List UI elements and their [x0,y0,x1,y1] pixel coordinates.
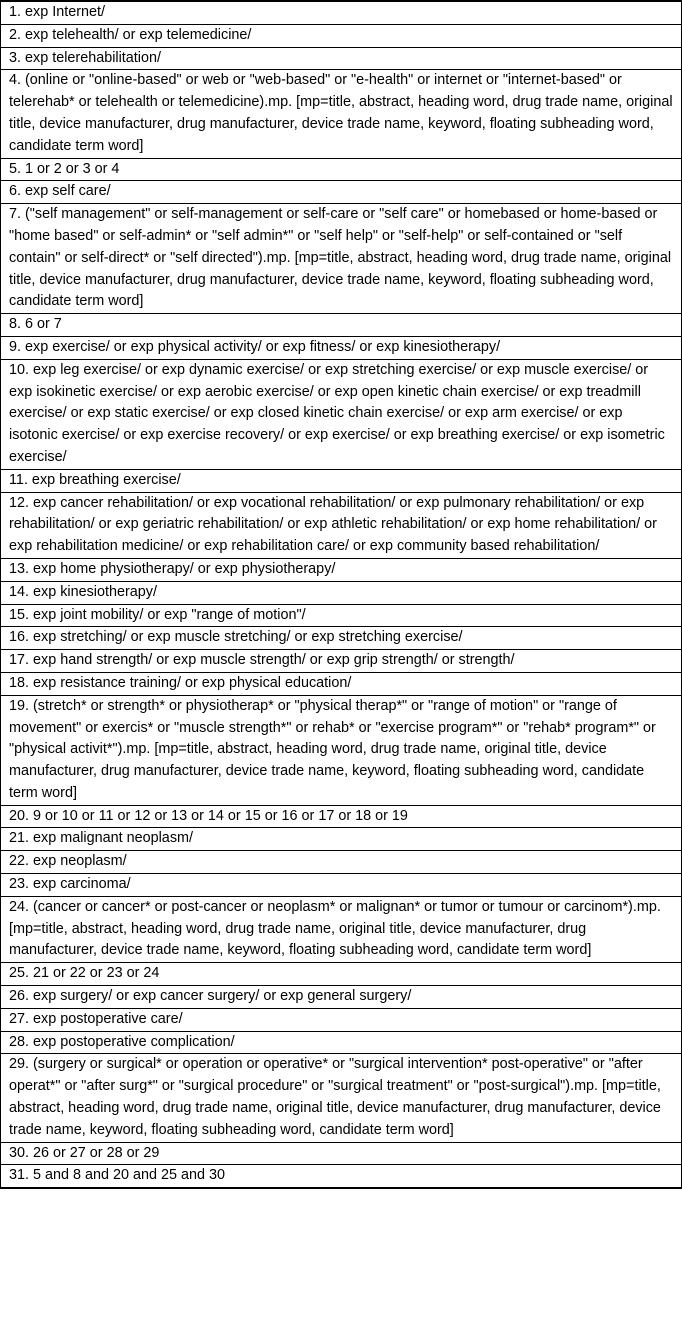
search-line: 28. exp postoperative complication/ [1,1031,682,1054]
search-line: 13. exp home physiotherapy/ or exp physiotherapy/ [1,558,682,581]
table-row [1,986,682,1009]
search-strategy-body [1,1,682,1188]
search-line: 22. exp neoplasm/ [1,851,682,874]
table-row [1,24,682,47]
search-line: 26. exp surgery/ or exp cancer surgery/ or exp general surgery/ [1,986,682,1009]
search-line: 30. 26 or 27 or 28 or 29 [1,1142,682,1165]
search-line: 27. exp postoperative care/ [1,1008,682,1031]
table-row [1,1,682,24]
search-line: 1. exp Internet/ [1,1,682,24]
search-line: 4. (online or "online-based" or web or "web-based" or "e-health" or internet or "internet-based" or telerehab* or telehealth or telemedicine).mp. [mp=title, abstract, heading word, drug trade name, original title, device manufacturer, drug manufacturer, device trade name, keyword, floating subheading word, candidate term word] [1,70,682,158]
table-row [1,359,682,469]
search-line: 10. exp leg exercise/ or exp dynamic exercise/ or exp stretching exercise/ or exp muscle exercise/ or exp isokinetic exercise/ or exp aerobic exercise/ or exp open kinetic chain exercise/ or exp treadmill exercise/ or exp static exercise/ or exp closed kinetic chain exercise/ or exp arm exercise/ or exp isotonic exercise/ or exp exercise recovery/ or exp exercise/ or exp breathing exercise/ or exp isometric exercise/ [1,359,682,469]
table-row [1,1008,682,1031]
search-line: 20. 9 or 10 or 11 or 12 or 13 or 14 or 15 or 16 or 17 or 18 or 19 [1,805,682,828]
table-row [1,828,682,851]
table-row [1,805,682,828]
table-row [1,558,682,581]
search-line: 25. 21 or 22 or 23 or 24 [1,963,682,986]
table-row [1,963,682,986]
search-line: 11. exp breathing exercise/ [1,469,682,492]
table-row [1,336,682,359]
table-row [1,492,682,558]
table-row [1,469,682,492]
search-line: 9. exp exercise/ or exp physical activity/ or exp fitness/ or exp kinesiotherapy/ [1,336,682,359]
search-line: 31. 5 and 8 and 20 and 25 and 30 [1,1165,682,1188]
table-row [1,314,682,337]
table-row [1,158,682,181]
search-line: 3. exp telerehabilitation/ [1,47,682,70]
search-line: 12. exp cancer rehabilitation/ or exp vocational rehabilitation/ or exp pulmonary rehabilitation/ or exp rehabilitation/ or exp geriatric rehabilitation/ or exp athletic rehabilitation/ or exp home rehabilitation/ or exp rehabilitation medicine/ or exp rehabilitation care/ or exp community based rehabilitation/ [1,492,682,558]
search-line: 17. exp hand strength/ or exp muscle strength/ or exp grip strength/ or strength/ [1,650,682,673]
search-line: 24. (cancer or cancer* or post-cancer or neoplasm* or malignan* or tumor or tumour or carcinom*).mp. [mp=title, abstract, heading word, drug trade name, original title, device manufacturer, drug manufacturer, device trade name, keyword, floating subheading word, candidate term word] [1,896,682,962]
table-row [1,204,682,314]
search-line: 18. exp resistance training/ or exp physical education/ [1,672,682,695]
table-row [1,695,682,805]
table-row [1,1165,682,1188]
search-line: 2. exp telehealth/ or exp telemedicine/ [1,24,682,47]
table-row [1,650,682,673]
search-line: 8. 6 or 7 [1,314,682,337]
table-row [1,604,682,627]
search-line: 6. exp self care/ [1,181,682,204]
table-row [1,851,682,874]
table-row [1,896,682,962]
table-row [1,627,682,650]
search-line: 14. exp kinesiotherapy/ [1,581,682,604]
table-row [1,1142,682,1165]
search-line: 16. exp stretching/ or exp muscle stretching/ or exp stretching exercise/ [1,627,682,650]
search-line: 19. (stretch* or strength* or physiotherap* or "physical therap*" or "range of motion" or "range of movement" or exercis* or "muscle strength*" or rehab* or "exercise program*" or "rehab* program*" or "physical activit*").mp. [mp=title, abstract, heading word, drug trade name, original title, device manufacturer, drug manufacturer, device trade name, keyword, floating subheading word, candidate term word] [1,695,682,805]
table-row [1,581,682,604]
table-row [1,181,682,204]
table-row [1,70,682,158]
table-row [1,874,682,897]
search-line: 5. 1 or 2 or 3 or 4 [1,158,682,181]
table-row [1,672,682,695]
table-row [1,1031,682,1054]
search-line: 15. exp joint mobility/ or exp "range of motion"/ [1,604,682,627]
table-row [1,47,682,70]
search-line: 21. exp malignant neoplasm/ [1,828,682,851]
search-line: 23. exp carcinoma/ [1,874,682,897]
search-line: 7. ("self management" or self-management or self-care or "self care" or homebased or home-based or "home based" or self-admin* or "self admin*" or "self help" or "self-help" or self-contained or "self contain" or self-direct* or "self directed").mp. [mp=title, abstract, heading word, drug trade name, original title, device manufacturer, drug manufacturer, device trade name, keyword, floating subheading word, candidate term word] [1,204,682,314]
search-line: 29. (surgery or surgical* or operation or operative* or "surgical intervention* post-operative" or "after operat*" or "after surg*" or "surgical procedure" or "surgical treatment" or "post-surgical").mp. [mp=title, abstract, heading word, drug trade name, original title, device manufacturer, drug manufacturer, device trade name, keyword, floating subheading word, candidate term word] [1,1054,682,1142]
table-row [1,1054,682,1142]
